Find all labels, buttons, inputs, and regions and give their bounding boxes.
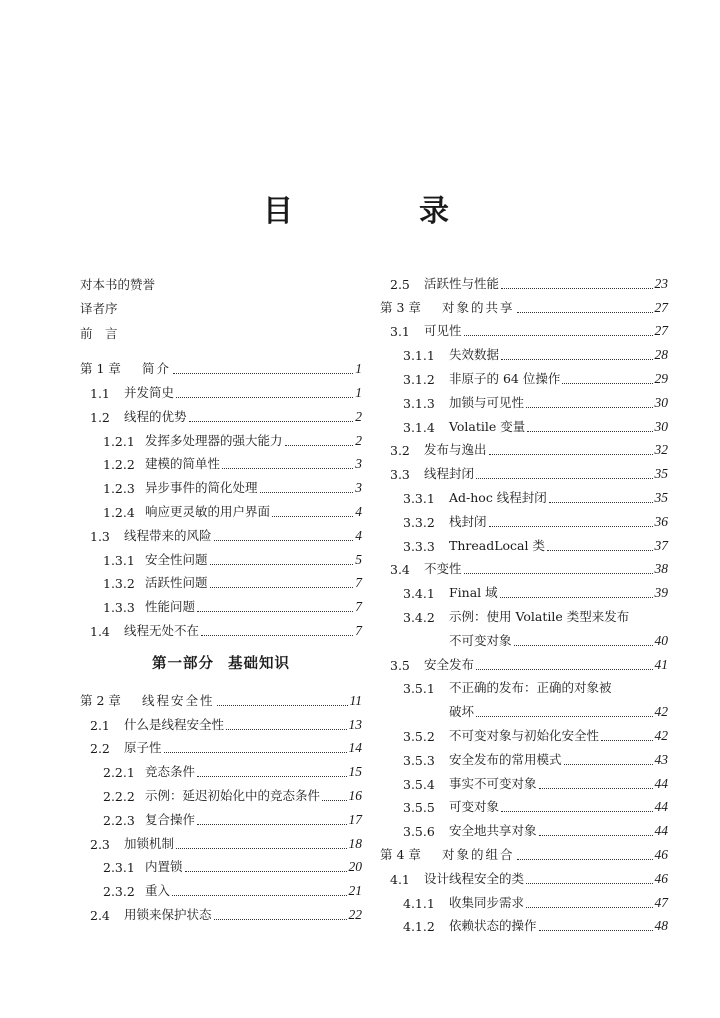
dot-leader [176,847,346,849]
entry-title: 异步事件的简化处理 [145,480,258,496]
entry-title: 用锁来保护状态 [124,907,212,923]
entry-title: 发挥多处理器的强大能力 [145,432,283,448]
entry-title: 示例：使用 Volatile 类型来发布 [449,608,630,624]
entry-number: 3.3.2 [403,514,435,530]
toc-entry-section[interactable] [380,554,668,578]
entry-title: 对本书的赞誉 [80,276,156,292]
page-number: 11 [349,692,362,708]
dot-leader [214,918,347,920]
dot-leader [322,799,346,801]
dot-leader [500,596,653,598]
dot-leader [185,870,347,872]
entry-number: 2.2.3 [103,812,135,828]
dot-leader [172,894,346,896]
page-number: 2 [355,408,362,424]
page-number: 21 [348,883,362,899]
entry-number: 1.2.3 [103,481,135,497]
entry-title: 线程封闭 [424,466,475,482]
entry-title: Volatile 变量 [449,418,526,434]
dot-leader [489,453,653,455]
dot-leader [517,858,653,860]
dot-leader [217,704,348,706]
dot-leader [539,834,653,836]
entry-number: 第 3 章 [380,299,421,315]
entry-title: 失效数据 [449,347,500,363]
entry-title: 原子性 [124,740,162,756]
page-number: 44 [654,799,668,815]
dot-leader [517,311,653,313]
entry-title: 设计线程安全的类 [424,870,525,886]
entry-title: 对象的组合 [442,846,515,862]
entry-number: 4.1 [390,871,410,887]
entry-number: 第 2 章 [80,692,121,708]
entry-number: 1.2 [90,409,110,425]
entry-title: 活跃性问题 [145,575,208,591]
dot-leader [164,751,347,753]
entry-number: 3.1.3 [403,395,435,411]
dot-leader [210,563,354,565]
toc-right-column [380,268,668,934]
entry-title: 重入 [145,883,171,899]
page-number: 28 [654,347,668,363]
toc-entry-front[interactable] [80,293,362,318]
dot-leader [526,406,652,408]
page-number: 3 [355,480,362,496]
dot-leader [564,763,653,765]
entry-number: 3.1.2 [403,371,435,387]
toc-entry-sub[interactable] [380,482,668,506]
dot-leader [464,334,653,336]
toc-entry-chapter[interactable] [80,685,362,709]
page-number: 37 [654,537,668,553]
entry-title: 示例：延迟初始化中的竞态条件 [145,788,321,804]
entry-number: 2.2.2 [103,789,135,805]
entry-title: 发布与逸出 [424,442,487,458]
entry-number: 1.4 [90,624,110,640]
entry-number: 3.5.6 [403,824,435,840]
dot-leader [489,525,653,527]
page-number: 41 [654,656,668,672]
toc-entry-sub[interactable] [380,506,668,530]
page-number: 30 [654,394,668,410]
toc-entry-sub[interactable] [380,411,668,435]
toc-entry-sub[interactable] [380,363,668,387]
toc-entry-section[interactable] [380,268,668,292]
entry-number: 第 1 章 [80,361,121,377]
entry-number: 3.5 [390,657,410,673]
entry-number: 2.2.1 [103,765,135,781]
page-title: 目 录 [263,194,497,229]
entry-number: 3.5.5 [403,800,435,816]
toc-entry-sub-head[interactable] [380,673,668,697]
dot-leader [210,586,354,588]
toc-entry-sub[interactable] [80,852,362,876]
toc-entry-sub[interactable] [80,425,362,449]
entry-title: 性能问题 [145,599,196,615]
toc-entry-section[interactable] [80,733,362,757]
toc-entry-front[interactable] [80,268,362,293]
entry-title: 可见性 [424,323,462,339]
dot-leader [526,906,652,908]
page-number: 14 [348,740,362,756]
toc-entry-section[interactable] [80,377,362,401]
page-number: 1 [355,361,362,377]
toc-entry-front[interactable] [80,317,362,342]
dot-leader [549,501,653,503]
page-number: 5 [355,551,362,567]
toc-entry-section[interactable] [80,615,362,639]
entry-number: 3.2 [390,443,410,459]
entry-number: 3.5.1 [403,681,435,697]
toc-entry-section[interactable] [380,649,668,673]
page-number: 35 [654,466,668,482]
entry-number: 2.3 [90,836,110,852]
entry-title: 不正确的发布：正确的对象被 [449,680,612,696]
page-number: 30 [654,418,668,434]
entry-title: 线程的优势 [124,408,187,424]
entry-number: 2.3.1 [103,860,135,876]
toc-entry-sub[interactable] [80,804,362,828]
entry-number: 1.1 [90,386,110,402]
dot-leader [601,739,652,741]
entry-number: 3.1.1 [403,348,435,364]
dot-leader [501,287,652,289]
toc-entry-sub[interactable] [380,887,668,911]
page-number: 38 [654,561,668,577]
toc-entry-sub[interactable] [80,591,362,615]
page-number: 7 [355,575,362,591]
entry-title: 译者序 [80,301,118,316]
page-number: 4 [355,504,362,520]
toc-entry-cont[interactable] [380,625,668,649]
entry-number: 3.3.1 [403,490,435,506]
entry-number: 2.1 [90,717,110,733]
dot-leader [201,634,353,636]
dot-leader [476,715,652,717]
entry-title: 栈封闭 [449,513,487,529]
entry-number: 2.4 [90,908,110,924]
toc-entry-sub[interactable] [80,875,362,899]
dot-leader [222,467,353,469]
entry-title: 复合操作 [145,811,196,827]
entry-number: 1.2.2 [103,457,135,473]
entry-title: 线程无处不在 [124,623,200,639]
toc-part-heading [80,639,362,685]
page-number: 13 [348,716,362,732]
entry-number: 4.1.2 [403,919,435,935]
entry-title: 不变性 [424,561,462,577]
entry-title: Ad-hoc 线程封闭 [449,489,547,505]
entry-title: 收集同步需求 [449,894,525,910]
dot-leader [476,477,652,479]
dot-leader [176,396,353,398]
dot-leader [197,775,346,777]
toc-entry-sub[interactable] [380,792,668,816]
dot-leader [526,882,652,884]
toc-entry-sub[interactable] [380,768,668,792]
toc-entry-sub-head[interactable] [380,601,668,625]
page-number: 44 [654,775,668,791]
toc-entry-sub[interactable] [80,449,362,473]
page-number: 7 [355,623,362,639]
page-number: 27 [654,323,668,339]
page-number: 27 [654,299,668,315]
toc-entry-chapter[interactable] [380,292,668,316]
entry-number: 1.3.3 [103,600,135,616]
entry-number: 2.2 [90,741,110,757]
dot-leader [539,929,653,931]
toc-entry-sub[interactable] [80,756,362,780]
dot-leader [260,491,354,493]
entry-title: 线程安全性 [142,692,215,708]
entry-title: 加锁机制 [124,835,175,851]
entry-title: 加锁与可见性 [449,394,525,410]
toc-entry-sub[interactable] [380,744,668,768]
page-number: 20 [348,859,362,875]
entry-title: 建模的简单性 [145,456,221,472]
entry-number: 3.5.3 [403,752,435,768]
page-number: 42 [654,704,668,720]
entry-number: 3.1.4 [403,419,435,435]
toc-entry-section[interactable] [380,435,668,459]
page-number: 44 [654,823,668,839]
entry-title: 依赖状态的操作 [449,918,537,934]
entry-number: 4.1.1 [403,895,435,911]
dot-leader [527,430,652,432]
entry-title: 对象的共享 [442,299,515,315]
page-number: 40 [654,632,668,648]
entry-title: 不可变对象 [449,632,512,648]
dot-leader [476,668,652,670]
entry-title: 前 言 [80,325,118,341]
entry-number: 3.4 [390,562,410,578]
page-number: 36 [654,513,668,529]
toc-entry-sub[interactable] [380,577,668,601]
entry-title: 活跃性与性能 [424,275,500,291]
entry-title: 不可变对象与初始化安全性 [449,727,600,743]
toc-entry-section[interactable] [80,709,362,733]
page-number: 46 [654,870,668,886]
toc-entry-sub[interactable] [80,472,362,496]
entry-title: 安全发布的常用模式 [449,751,562,767]
toc-entry-sub[interactable] [80,780,362,804]
entry-title: 内置锁 [145,859,183,875]
entry-number: 1.3 [90,528,110,544]
page-number: 17 [348,811,362,827]
dot-leader [501,810,652,812]
page-number: 39 [654,585,668,601]
entry-title: 响应更灵敏的用户界面 [145,504,271,520]
toc-entry-sub[interactable] [380,720,668,744]
entry-number: 2.3.2 [103,884,135,900]
page-number: 47 [654,894,668,910]
entry-number: 3.3.3 [403,538,435,554]
entry-title: 可变对象 [449,799,500,815]
page-number: 43 [654,751,668,767]
entry-title: Final 域 [449,585,498,601]
part-number: 第一部分 [152,654,214,672]
page-number: 3 [355,456,362,472]
entry-title: 事实不可变对象 [449,775,537,791]
entry-number: 3.5.2 [403,728,435,744]
toc-entry-sub[interactable] [80,568,362,592]
toc-entry-chapter[interactable] [380,839,668,863]
page-number: 23 [654,275,668,291]
page-number: 48 [654,918,668,934]
dot-leader [197,610,353,612]
toc-entry-section[interactable] [80,520,362,544]
dot-leader [214,539,354,541]
page-number: 18 [348,835,362,851]
entry-title: 安全性问题 [145,551,208,567]
entry-number: 3.1 [390,324,410,340]
entry-title: 安全发布 [424,656,475,672]
toc-entry-sub[interactable] [80,544,362,568]
entry-title: 非原子的 64 位操作 [449,370,561,386]
part-title: 基础知识 [228,654,290,672]
page-number: 1 [355,385,362,401]
entry-title: 线程带来的风险 [124,527,212,543]
entry-number: 1.2.4 [103,505,135,521]
page-number: 7 [355,599,362,615]
toc-left-column [80,268,362,923]
toc-entry-sub[interactable] [380,387,668,411]
entry-title: 简介 [142,361,172,377]
entry-title: 并发简史 [124,385,175,401]
entry-number: 第 4 章 [380,846,421,862]
dot-leader [539,787,653,789]
toc-entry-section[interactable] [80,828,362,852]
entry-number: 3.4.2 [403,609,435,625]
entry-number: 2.5 [390,276,410,292]
toc-entry-sub[interactable] [380,530,668,554]
toc-entry-section[interactable] [380,863,668,887]
dot-leader [514,644,653,646]
page-number: 46 [654,846,668,862]
dot-leader [285,444,354,446]
entry-title: ThreadLocal 类 [449,537,545,553]
page-number: 42 [654,727,668,743]
toc-entry-section[interactable] [380,316,668,340]
dot-leader [464,572,653,574]
dot-leader [173,372,353,374]
entry-title: 安全地共享对象 [449,823,537,839]
dot-leader [197,823,346,825]
page-number: 32 [654,442,668,458]
toc-entry-section[interactable] [80,401,362,425]
dot-leader [501,358,652,360]
toc-entry-sub[interactable] [380,911,668,935]
toc-entry-sub[interactable] [380,815,668,839]
page-number: 4 [355,527,362,543]
dot-leader [226,728,346,730]
entry-title: 什么是线程安全性 [124,716,225,732]
entry-number: 1.3.2 [103,576,135,592]
toc-entry-section[interactable] [380,458,668,482]
page-number: 35 [654,489,668,505]
entry-number: 3.3 [390,467,410,483]
page-number: 29 [654,370,668,386]
toc-entry-chapter[interactable] [80,354,362,378]
page-number: 15 [348,764,362,780]
dot-leader [189,420,354,422]
page-number: 16 [348,788,362,804]
entry-number: 1.3.1 [103,552,135,568]
page-number: 22 [348,907,362,923]
page-number: 2 [355,432,362,448]
toc-entry-sub[interactable] [80,496,362,520]
entry-number: 1.2.1 [103,433,135,449]
entry-title: 破坏 [449,704,475,720]
entry-number: 3.4.1 [403,586,435,602]
toc-entry-section[interactable] [80,899,362,923]
entry-title: 竞态条件 [145,764,196,780]
toc-entry-sub[interactable] [380,339,668,363]
dot-leader [562,382,652,384]
entry-number: 3.5.4 [403,776,435,792]
dot-leader [272,515,353,517]
toc-entry-cont[interactable] [380,696,668,720]
dot-leader [547,549,653,551]
